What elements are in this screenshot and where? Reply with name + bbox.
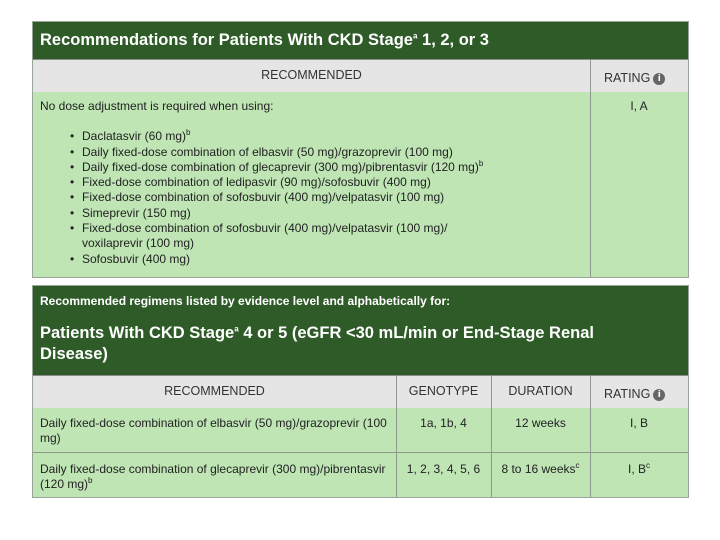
table-row-1-recommended: Daily fixed-dose combination of elbasvir (50 mg)/grazoprevir (100 mg): [40, 416, 387, 446]
table-row-1-rating: I, B: [629, 416, 648, 430]
table-row-2-genotype: 1, 2, 3, 4, 5, 6: [406, 462, 481, 476]
table2-preface: Recommended regimens listed by evidence level and alphabetically for:: [40, 294, 451, 308]
list-item: • Fixed-dose combination of sofosbuvir (400 mg)/velpatasvir (100 mg): [70, 190, 590, 205]
col-header-rating: RATING i: [590, 60, 688, 93]
list-item: • Fixed-dose combination of sofosbuvir (400 mg)/velpatasvir (100 mg)/ voxilaprevir (100 mg): [70, 221, 482, 252]
col-header-recommended: RECOMMENDED: [261, 68, 362, 82]
table1-title: Recommendations for Patients With CKD Stage$^a$ 1, 2, or 3: [40, 31, 489, 49]
table2-title-bar: [33, 286, 688, 376]
recommended-cell: [33, 92, 590, 277]
list-item: • Simeprevir (150 mg): [70, 206, 590, 221]
table1-body-row: [33, 92, 688, 277]
table1-header-row: [33, 59, 688, 94]
col-header-genotype: GENOTYPE: [408, 384, 479, 398]
list-item: • Daclatasvir (60 mg)$^b$: [70, 129, 590, 144]
table-row-1-genotype: 1a, 1b, 4: [420, 416, 467, 430]
col-header-recommended: RECOMMENDED: [164, 384, 265, 398]
col-header-rating: RATING i: [590, 376, 688, 409]
info-icon[interactable]: i: [653, 73, 665, 85]
table2-body: [33, 408, 688, 497]
list-item: • Daily fixed-dose combination of glecaprevir (300 mg)/pibrentasvir (120 mg)$^b$: [70, 160, 590, 175]
rating-cell: I, A: [630, 99, 648, 113]
list-item: • Fixed-dose combination of ledipasvir (90 mg)/sofosbuvir (400 mg): [70, 175, 590, 190]
table2-header-row: [33, 375, 688, 410]
table-row-2-duration: 8 to 16 weeks$^c$: [501, 461, 580, 476]
ckd-stage-4-5-table: [32, 285, 689, 498]
drug-list: [40, 129, 590, 267]
table1-title-bar: [33, 22, 688, 59]
list-item: • Daily fixed-dose combination of elbasvir (50 mg)/grazoprevir (100 mg): [70, 145, 590, 160]
list-item: • Sofosbuvir (400 mg): [70, 252, 590, 267]
table-row-1-duration: 12 weeks: [515, 416, 566, 430]
info-icon[interactable]: i: [653, 389, 665, 401]
table-row-2-rating: I, $B^c$: [627, 461, 650, 476]
table2-title: Patients With CKD Stage$^a$ 4 or 5 (eGFR <30 mL/min or End-Stage Renal Disease): [40, 324, 594, 363]
no-dose-adjustment-intro: No dose adjustment is required when using:: [40, 99, 274, 113]
ckd-stage-1-3-table: [32, 21, 689, 278]
table-row-2-recommended: Daily fixed-dose combination of glecaprevir (300 mg)/pibrentasvir (120 mg)$^b$: [40, 462, 386, 492]
col-header-duration: DURATION: [508, 384, 573, 398]
